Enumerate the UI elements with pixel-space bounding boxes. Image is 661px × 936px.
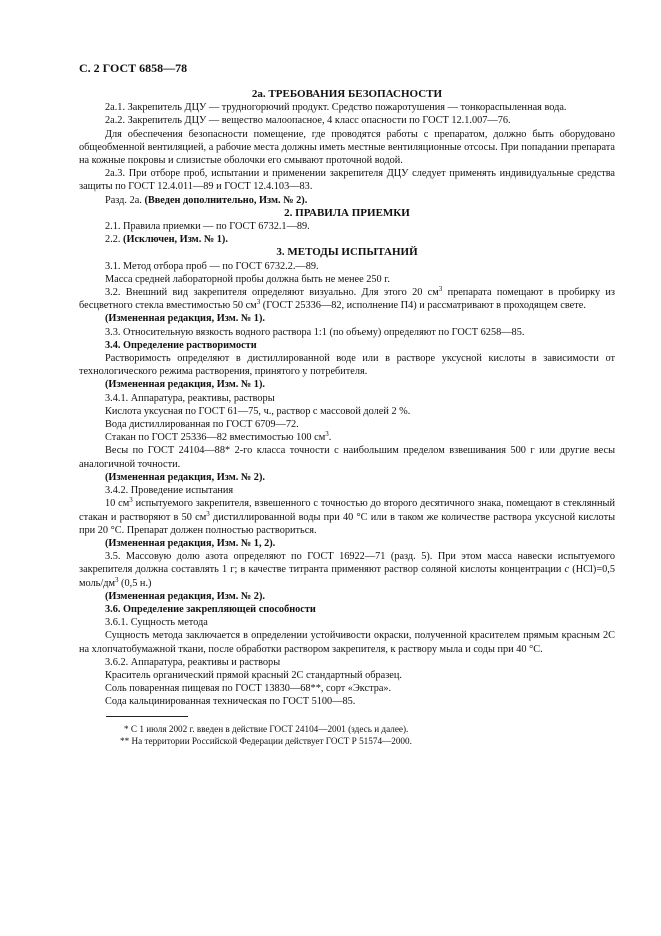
section-2-title: 2. ПРАВИЛА ПРИЕМКИ [284, 206, 410, 219]
equipment-scales: Весы по ГОСТ 24104—88* 2-го класса точности с наибольшим пределом взвешивания 500 г или другие весы аналогичной точности. [79, 445, 615, 470]
paragraph-3-6-2: 3.6.2. Аппаратура, реактивы и растворы [105, 656, 281, 668]
paragraph-2-2 [79, 233, 615, 246]
amendment-note: (Измененная редакция, Изм. № 1, 2). [105, 537, 276, 549]
paragraph-2a-amendment [79, 194, 615, 207]
paragraph-3-4: Растворимость определяют в дистиллированной воде или в растворе уксусной кислоты в зависимости от технологического режима растворения, принятого у потребителя. [79, 353, 615, 378]
paragraph-3-4-2-procedure: 10 $см^3$ испытуемого закрепителя, взвешенного с точностью до второго десятичного знака, помещают в стеклянный стакан и растворяют в 50 $см^3$ дистиллированной воды при 40 °С или в таком же количестве раствора уксусной кислоты при 20 °С. Препарат должен полностью раствориться. [79, 496, 615, 536]
amendment-note: (Измененная редакция, Изм. № 2). [105, 590, 265, 602]
section-3-title: 3. МЕТОДЫ ИСПЫТАНИЙ [276, 246, 418, 259]
paragraph-2a3: 2а.3. При отборе проб, испытании и применении закрепителя ДЦУ следует применять индивидуальные средства защиты по ГОСТ 12.4.011—89 и ГОСТ 12.4.103—83. [79, 168, 615, 193]
reagent-salt: Соль поваренная пищевая по ГОСТ 13830—68**, сорт «Экстра». [105, 683, 392, 695]
amendment-note: (Исключен, Изм. № 1). [123, 234, 228, 246]
paragraph-3-1: 3.1. Метод отбора проб — по ГОСТ 6732.2.—89. [105, 260, 319, 272]
footnote-1: * С 1 июля 2002 г. введен в действие ГОСТ 24104—2001 (здесь и далее). [124, 723, 409, 734]
page-header: С. 2 ГОСТ 6858—78 [79, 61, 188, 75]
reagent-acetic-acid: Кислота уксусная по ГОСТ 61—75, ч., раствор с массовой долей 2 %. [105, 405, 411, 417]
paragraph-3-5: 3.5. Массовую долю азота определяют по ГОСТ 16922—71 (разд. 5). При этом масса навески испытуемого закрепителя должна составлять 1 г; в качестве титранта применяют раствор соляной кислоты концентрации c (HCl)=0,5 моль/$дм^3$ (0,5 н.) [79, 551, 615, 589]
paragraph-3-4-1: 3.4.1. Аппаратура, реактивы, растворы [105, 392, 275, 404]
paragraph-3-4-2: 3.4.2. Проведение испытания [105, 485, 234, 497]
amendment-note: (Измененная редакция, Изм. № 1). [105, 379, 265, 391]
footnote-2: ** На территории Российской Федерации действует ГОСТ Р 51574—2000. [120, 736, 412, 747]
document-body [79, 88, 615, 748]
paragraph-2a1: 2а.1. Закрепитель ДЦУ — трудногорючий продукт. Средство пожаротушения — тонкораспыленная вода. [105, 102, 567, 114]
reagent-dye: Краситель органический прямой красный 2С стандартный образец. [105, 669, 402, 681]
paragraph-3-1-mass: Масса средней лабораторной пробы должна быть не менее 250 г. [105, 273, 390, 285]
paragraph-2-1: 2.1. Правила приемки — по ГОСТ 6732.1—89. [105, 221, 310, 233]
reagent-water: Вода дистиллированная по ГОСТ 6709—72. [105, 419, 299, 431]
paragraph-2a2: 2а.2. Закрепитель ДЦУ — вещество малоопасное, 4 класс опасности по ГОСТ 12.1.007—76. [105, 115, 511, 127]
amendment-note: (Измененная редакция, Изм. № 1). [105, 313, 265, 325]
amendment-note: (Введен дополнительно, Изм. № 2). [144, 194, 308, 206]
paragraph-3-6-1: 3.6.1. Сущность метода [105, 617, 208, 629]
amendment-ref: Разд. 2а. [105, 194, 142, 206]
paragraph-3-6-1-essence: Сущность метода заключается в определении устойчивости окраски, полученной красителем прямым красным 2С на хлопчатобумажной ткани, после обработки раствором закрепителя, к раствору мыла и соды при 40 °С. [79, 630, 615, 655]
subsection-3-6-title: 3.6. Определение закрепляющей способности [105, 603, 316, 615]
amendment-note: (Измененная редакция, Изм. № 2). [105, 471, 265, 483]
paragraph-3-3: 3.3. Относительную вязкость водного раствора 1:1 (по объему) определяют по ГОСТ 6258—85. [105, 326, 525, 338]
reagent-soda: Сода кальцинированная техническая по ГОСТ 5100—85. [105, 696, 356, 708]
equipment-beaker: Стакан по ГОСТ 25336—82 вместимостью 100 $см^3$. [105, 430, 332, 444]
paragraph-3-2: 3.2. Внешний вид закрепителя определяют визуально. Для этого 20 $см^3$ препарата помещают в пробирку из бесцветного стекла вместимостью 50 $см^3$ (ГОСТ 25336—82, исполнение П4) и рассматривают в проходящем свете. [79, 285, 615, 312]
section-2a-title: 2а. ТРЕБОВАНИЯ БЕЗОПАСНОСТИ [251, 88, 443, 100]
clause-number: 2.2. [105, 234, 121, 246]
paragraph-2a2-ventilation: Для обеспечения безопасности помещение, где проводятся работы с препаратом, должно быть оборудовано общеобменной вентиляцией, а рабочие места должны иметь местные вентиляционные отсосы. При попадании препарата на кожные покровы и слизистые оболочки его смывают проточной водой. [79, 128, 615, 167]
subsection-3-4-title: 3.4. Определение растворимости [105, 339, 257, 351]
footnote-separator [106, 716, 188, 717]
